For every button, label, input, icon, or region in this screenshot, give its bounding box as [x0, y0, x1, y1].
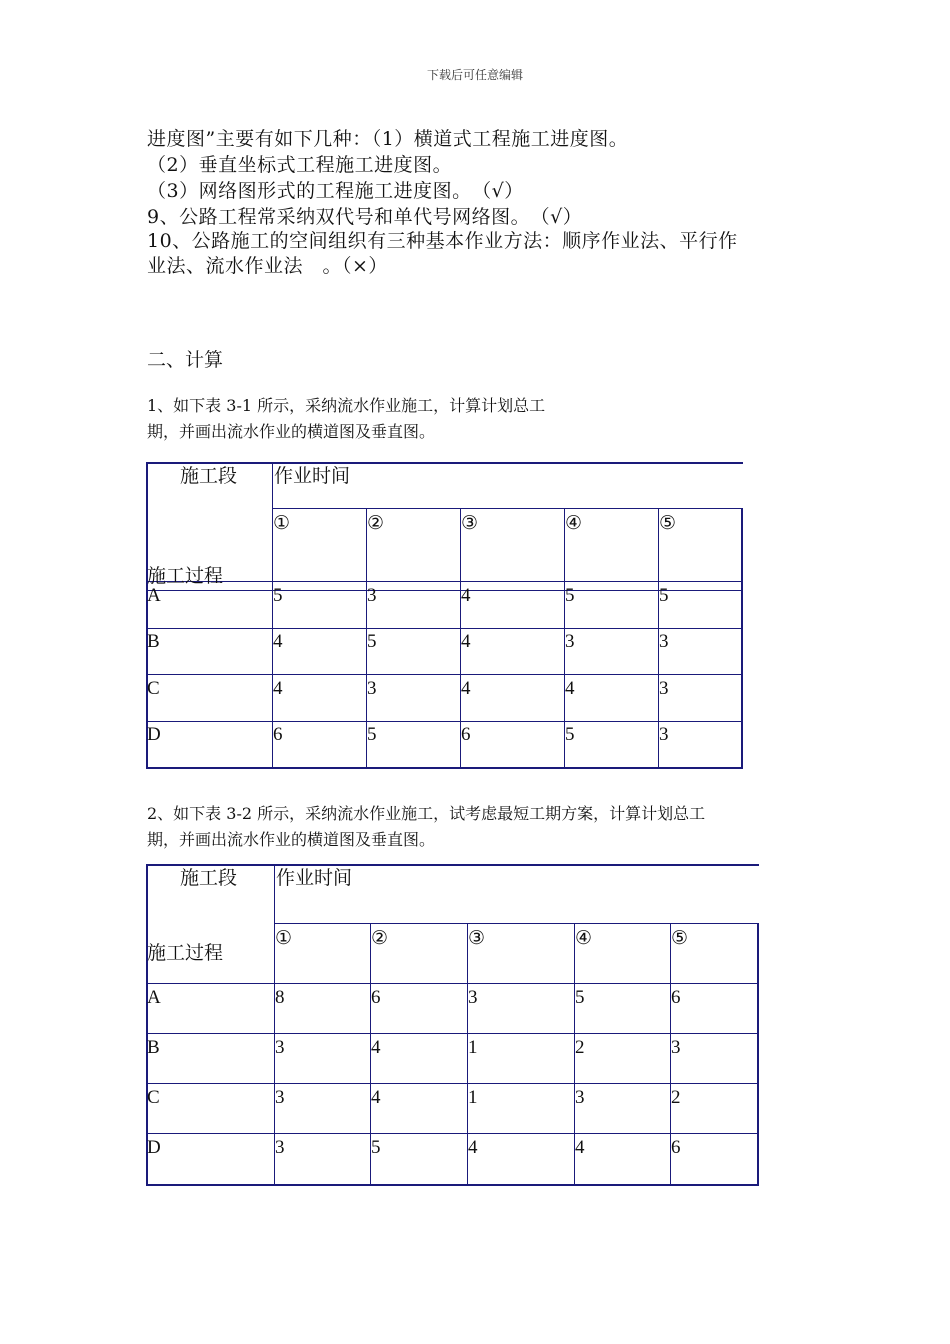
- table-1-corner-top: 施工段: [180, 466, 238, 487]
- table-2-cell: 3: [275, 1087, 285, 1108]
- table-1-cell: 5: [367, 724, 377, 745]
- table-1-cell: 4: [273, 678, 283, 699]
- table-2-cell: 5: [371, 1137, 381, 1158]
- table-1-cell: 4: [461, 631, 471, 652]
- table-1-row-b-name: B: [147, 631, 160, 652]
- table-2-segment-3: ③: [468, 927, 486, 949]
- table-2-cell: 8: [275, 987, 285, 1008]
- table-1-segment-4: ④: [565, 512, 583, 534]
- table-2-cell: 4: [468, 1137, 478, 1158]
- table-1-row-c-name: C: [147, 678, 160, 699]
- table-1-cell: 6: [273, 724, 283, 745]
- table-2-cell: 3: [671, 1037, 681, 1058]
- text-line-5: 10、公路施工的空间组织有三种基本作业方法：顺序作业法、平行作: [147, 230, 738, 252]
- table-2-cell: 4: [371, 1037, 381, 1058]
- question-2-line-1: 2、如下表 3-2 所示，采纳流水作业施工，试考虑最短工期方案，计算计划总工: [147, 804, 706, 823]
- page-header: 下载后可任意编辑: [426, 68, 523, 82]
- table-2-cell: 1: [468, 1037, 478, 1058]
- text-line-2: （2）垂直坐标式工程施工进度图。: [147, 154, 453, 176]
- table-1-span-header: 作业时间: [274, 466, 351, 487]
- text-line-4: 9、公路工程常采纳双代号和单代号网络图。 （√）: [147, 206, 583, 228]
- text-line-1: 进度图”主要有如下几种：（1）横道式工程施工进度图。: [147, 128, 629, 150]
- table-2-cell: 6: [371, 987, 381, 1008]
- table-1-corner-bottom: 施工过程: [147, 566, 224, 587]
- table-1-segment-1: ①: [273, 512, 291, 534]
- table-2-corner-top: 施工段: [180, 868, 238, 889]
- table-1-segment-5: ⑤: [659, 512, 677, 534]
- table-1-segment-3: ③: [461, 512, 479, 534]
- table-1-cell: 4: [273, 631, 283, 652]
- table-2-cell: 3: [575, 1087, 585, 1108]
- table-2-cell: 2: [671, 1087, 681, 1108]
- question-1: [147, 393, 827, 445]
- table-2-segment-4: ④: [575, 927, 593, 949]
- table-2-row-c-name: C: [147, 1087, 160, 1108]
- table-2-cell: 5: [575, 987, 585, 1008]
- table-1-cell: 3: [565, 631, 575, 652]
- question-2: [147, 801, 827, 853]
- table-1-cell: 3: [659, 631, 669, 652]
- table-2-cell: 1: [468, 1087, 478, 1108]
- text-line-6: 业法、流水作业法 。（×）: [147, 255, 388, 277]
- table-1-cell: 3: [659, 678, 669, 699]
- question-1-line-1: 1、如下表 3-1 所示，采纳流水作业施工，计算计划总工: [147, 396, 546, 415]
- table-2-row-d-name: D: [147, 1137, 161, 1158]
- question-1-line-2: 期，并画出流水作业的横道图及垂直图。: [147, 422, 436, 441]
- table-2-cell: 3: [468, 987, 478, 1008]
- table-1-cell: 5: [273, 585, 283, 606]
- table-2-segment-1: ①: [275, 927, 293, 949]
- table-1-cell: 5: [659, 585, 669, 606]
- table-2-cell: 6: [671, 1137, 681, 1158]
- table-1-cell: 4: [461, 585, 471, 606]
- table-1-cell: 5: [565, 724, 575, 745]
- table-1-cell: 3: [659, 724, 669, 745]
- table-2-cell: 3: [275, 1037, 285, 1058]
- table-2-span-header: 作业时间: [276, 868, 353, 889]
- table-2-cell: 2: [575, 1037, 585, 1058]
- table-2-row-a-name: A: [147, 987, 161, 1008]
- table-2-cell: 6: [671, 987, 681, 1008]
- table-1-cell: 3: [367, 585, 377, 606]
- table-1-cell: 4: [565, 678, 575, 699]
- table-1-row-a-name: A: [147, 585, 161, 606]
- table-1-cell: 4: [461, 678, 471, 699]
- table-1-row-d-name: D: [147, 724, 161, 745]
- table-2-row-b-name: B: [147, 1037, 160, 1058]
- table-1-cell: 6: [461, 724, 471, 745]
- table-2-cell: 3: [275, 1137, 285, 1158]
- text-line-3: （3）网络图形式的工程施工进度图。 （√）: [147, 180, 524, 202]
- table-2-cell: 4: [371, 1087, 381, 1108]
- table-1-segment-2: ②: [367, 512, 385, 534]
- table-2-segment-5: ⑤: [671, 927, 689, 949]
- section-title: 二、计算: [147, 349, 224, 371]
- table-1-cell: 5: [367, 631, 377, 652]
- question-2-line-2: 期，并画出流水作业的横道图及垂直图。: [147, 830, 436, 849]
- table-1-cell: 3: [367, 678, 377, 699]
- table-2-segment-2: ②: [371, 927, 389, 949]
- table-2-corner-bottom: 施工过程: [147, 943, 224, 964]
- table-1-cell: 5: [565, 585, 575, 606]
- table-2-cell: 4: [575, 1137, 585, 1158]
